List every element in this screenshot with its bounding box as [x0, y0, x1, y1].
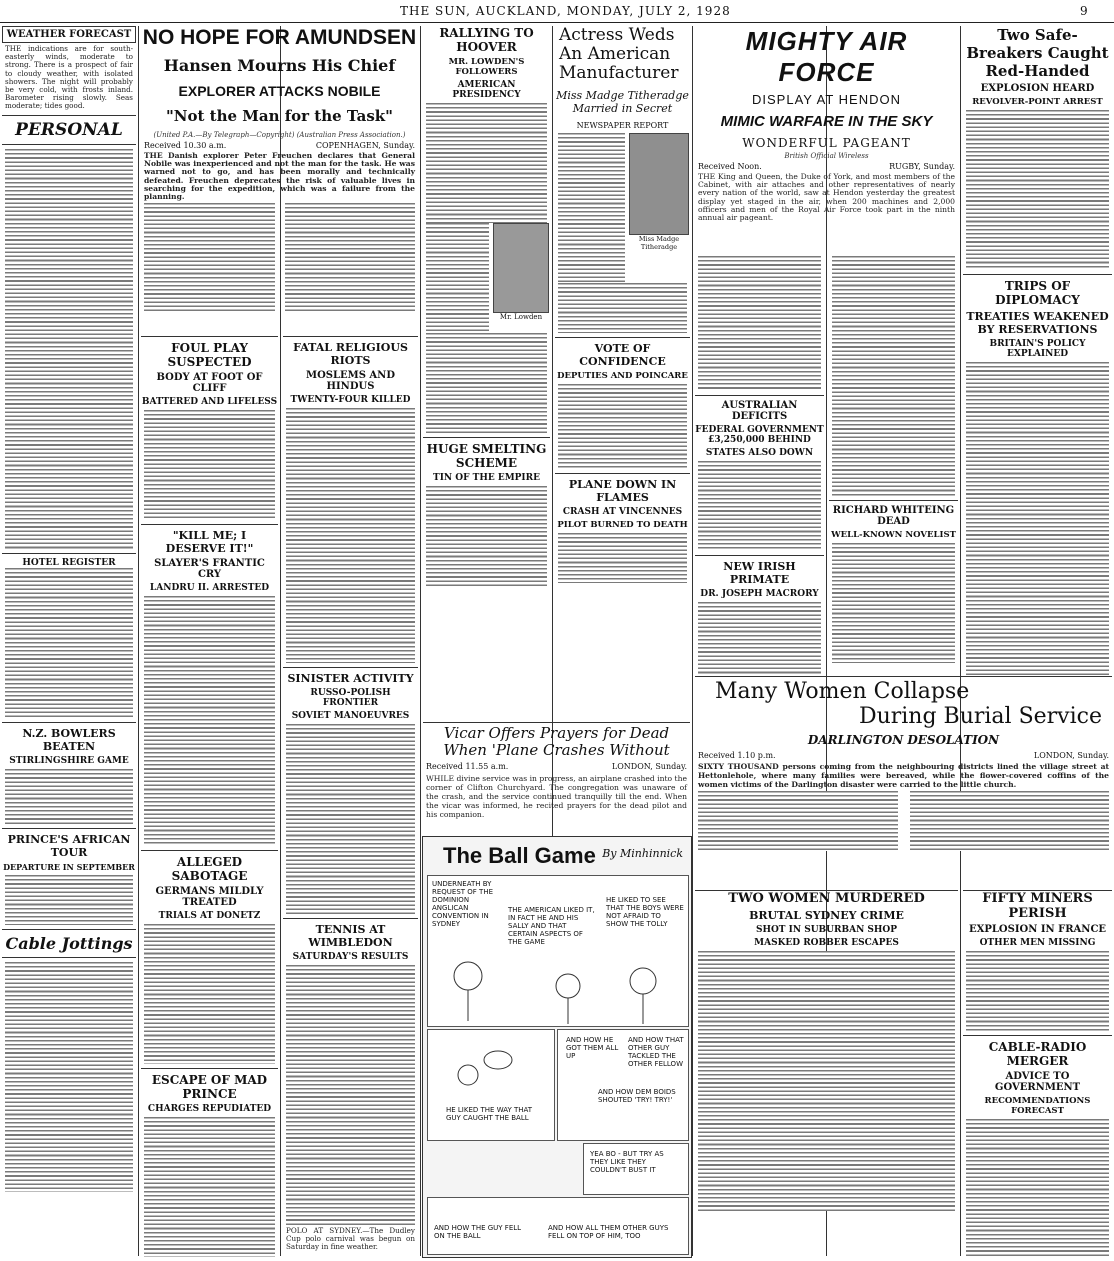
amundsen-article: [141, 26, 418, 326]
actress-sub1: Miss Madge Titheradge Married in Secret: [556, 89, 689, 115]
sinister-title: SINISTER ACTIVITY: [287, 672, 414, 685]
collapse-received: Received 1.10 p.m.: [698, 751, 776, 760]
column-1: [2, 26, 136, 1258]
air-force-dateline: RUGBY, Sunday.: [889, 162, 955, 171]
hoover-sub2: AMERICAN PRESIDENCY: [452, 80, 521, 100]
vicar-article: [423, 722, 690, 833]
collapse-lead: SIXTY THOUSAND persons coming from the neighbouring districts lined the village street at Hettonlehole, where many families were bereaved, while the flower-covered coffins of the women victims of the Darlington disaster were carried to the little church.: [698, 762, 1109, 789]
diplomacy-sub2: BRITAIN'S POLICY EXPLAINED: [989, 339, 1086, 359]
vicar-title: Vicar Offers Prayers for Dead When 'Plane Crashes Without: [443, 724, 670, 759]
sabotage-sub1: GERMANS MILDLY TREATED: [155, 886, 264, 908]
cartoon-bubble-9: AND HOW THE GUY FELL ON THE BALL: [434, 1224, 522, 1240]
column-rule: [960, 26, 961, 1256]
murdered-sub2: SHOT IN SUBURBAN SHOP: [755, 925, 898, 935]
amundsen-sub3: "Not the Man for the Task": [165, 107, 393, 125]
vicar-dateline: LONDON, Sunday.: [611, 762, 687, 771]
page-number: 9: [1080, 4, 1088, 18]
collapse-sub1: DARLINGTON DESOLATION: [807, 733, 1000, 747]
air-force-sub1: DISPLAY AT HENDON: [752, 92, 901, 107]
lowden-photo: [493, 223, 549, 313]
cable-radio-sub2: RECOMMENDATIONS FORECAST: [984, 1096, 1091, 1116]
cartoon-panel-mid-left: [427, 1029, 555, 1141]
column-rule: [138, 26, 139, 1256]
column-rule: [692, 26, 693, 1256]
cartoon-bubble-8: YEA BO - BUT TRY AS THEY LIKE THEY COULDN'T BUST IT: [590, 1150, 664, 1174]
diplomacy-sub1: TREATIES WEAKENED BY RESERVATIONS: [966, 310, 1109, 336]
kill-me-title: "KILL ME; I DESERVE IT!": [165, 529, 254, 555]
cartoon-title: The Ball Game: [443, 843, 596, 868]
sinister-sub2: SOVIET MANOEUVRES: [291, 711, 410, 721]
collapse-article: [695, 676, 1112, 889]
weather-title: WEATHER FORECAST: [2, 26, 136, 43]
sinister-sub1: RUSSO-POLISH FRONTIER: [310, 688, 391, 708]
amundsen-dateline: COPENHAGEN, Sunday.: [315, 141, 415, 150]
amundsen-credit: (United P.A.—By Telegraph—Copyright) (Australian Press Association.): [153, 131, 406, 139]
miners-article: [963, 890, 1112, 1257]
prince-sub: DEPARTURE IN SEPTEMBER: [3, 861, 135, 872]
safe-breakers-sub2: REVOLVER-POINT ARREST: [972, 97, 1103, 107]
cartoon-bubble-2: THE AMERICAN LIKED IT, IN FACT HE AND HIS SALLY AND THAT CERTAIN ASPECTS OF THE GAME: [508, 906, 595, 946]
plane-sub2: PILOT BURNED TO DEATH: [557, 520, 688, 530]
amundsen-sub1: Hansen Mourns His Chief: [163, 56, 396, 75]
bowlers-title: N.Z. BOWLERS BEATEN: [22, 726, 116, 753]
cartoon: [422, 836, 692, 1258]
air-force-received: Received Noon.: [698, 162, 762, 171]
cartoon-bubble-1: UNDERNEATH BY REQUEST OF THE DOMINION ANGLICAN CONVENTION IN SYDNEY: [432, 880, 494, 928]
air-force-sub2: MIMIC WARFARE IN THE SKY: [720, 113, 933, 130]
miners-title: FIFTY MINERS PERISH: [982, 891, 1093, 921]
amundsen-title: NO HOPE FOR AMUNDSEN: [142, 26, 417, 49]
column-3-lower: [283, 332, 418, 1257]
miners-sub2: OTHER MEN MISSING: [979, 938, 1096, 948]
titheradge-caption: Miss Madge Titheradge: [638, 235, 680, 251]
whiteing-sub1: WELL-KNOWN NOVELIST: [831, 530, 956, 540]
confidence-title: VOTE OF CONFIDENCE: [579, 342, 666, 368]
whiteing-title: RICHARD WHITEING DEAD: [832, 505, 955, 527]
lowden-caption: Mr. Lowden: [499, 313, 543, 321]
air-force-lead: THE King and Queen, the Duke of York, and most members of the Cabinet, with air attaches and other representatives of nearly every nation of the world, saw at Hendon yesterday the greatest display yet staged in the air, when 200 machines and 2,000 officers and men of the Royal Air Force took part in the ninth annual air pageant.: [698, 172, 955, 223]
escape-title: ESCAPE OF MAD PRINCE: [151, 1073, 268, 1101]
deficits-sub2: STATES ALSO DOWN: [705, 448, 814, 458]
amundsen-lead: THE Danish explorer Peter Freuchen declares that General Nobile was inexperienced and not the man for the task. He was warned not to go, and has been morally and technically defeated. Freuchen deprecates the risk of valuable lives in searching for the expedition, which was a failure from the planning.: [144, 151, 415, 202]
riots-sub2: TWENTY-FOUR KILLED: [290, 395, 411, 405]
foul-play-sub1: BODY AT FOOT OF CLIFF: [156, 372, 263, 394]
amundsen-sub2: EXPLORER ATTACKS NOBILE: [178, 83, 381, 99]
sabotage-title: ALLEGED SABOTAGE: [171, 855, 248, 883]
cartoon-bubble-5: AND HOW HE GOT THEM ALL UP: [566, 1036, 619, 1060]
column-5: [555, 26, 690, 586]
cartoon-panel-bottom: [427, 1197, 689, 1255]
cartoon-byline: By Minhinnick: [602, 847, 683, 860]
kill-me-sub1: SLAYER'S FRANTIC CRY: [154, 558, 265, 580]
miners-sub1: EXPLOSION IN FRANCE: [968, 924, 1107, 935]
collapse-title1: Many Women Collapse: [715, 679, 970, 704]
cartoon-figure-catch: [428, 1030, 554, 1100]
cartoon-bubble-3: HE LIKED TO SEE THAT THE BOYS WERE NOT AFRAID TO SHOW THE TOLLY: [606, 896, 684, 928]
riots-title: FATAL RELIGIOUS RIOTS: [293, 341, 408, 367]
collapse-dateline: LONDON, Sunday.: [1033, 751, 1109, 760]
primate-title: NEW IRISH PRIMATE: [723, 560, 796, 586]
diplomacy-title: TRIPS OF DIPLOMACY: [995, 279, 1080, 307]
cartoon-panel-bust: [583, 1143, 689, 1195]
murdered-title: TWO WOMEN MURDERED: [728, 891, 925, 906]
murdered-sub1: BRUTAL SYDNEY CRIME: [749, 909, 904, 922]
confidence-sub1: DEPUTIES AND POINCARE: [557, 371, 688, 381]
cartoon-bubble-10: AND HOW ALL THEM OTHER GUYS FELL ON TOP OF HIM, TOO: [548, 1224, 669, 1240]
murdered-sub3: MASKED ROBBER ESCAPES: [754, 938, 899, 948]
safe-breakers-title: Two Safe-Breakers Caught Red-Handed: [966, 26, 1109, 80]
cable-radio-title: CABLE-RADIO MERGER: [988, 1040, 1087, 1068]
riots-sub1: MOSLEMS AND HINDUS: [306, 370, 395, 392]
cable-radio-sub1: ADVICE TO GOVERNMENT: [994, 1071, 1081, 1093]
tennis-title: TENNIS AT WIMBLEDON: [308, 923, 393, 949]
tennis-sub1: SATURDAY'S RESULTS: [292, 952, 409, 962]
masthead: [0, 0, 1114, 23]
primate-sub1: DR. JOSEPH MACRORY: [700, 589, 819, 599]
foul-play-title: FOUL PLAY SUSPECTED: [167, 341, 252, 369]
cartoon-figures-top: [428, 876, 688, 1026]
hotel-title: HOTEL REGISTER: [22, 557, 116, 568]
column-6-lower: [695, 256, 824, 676]
actress-sub2: NEWSPAPER REPORT: [576, 121, 669, 130]
plane-sub1: CRASH AT VINCENNES: [562, 507, 683, 517]
air-force-sub3: WONDERFUL PAGEANT: [742, 136, 911, 150]
escape-sub1: CHARGES REPUDIATED: [147, 1104, 272, 1114]
air-force-article: [695, 26, 958, 256]
cable-jottings-title: Cable Jottings: [5, 933, 133, 953]
plane-title: PLANE DOWN IN FLAMES: [568, 478, 677, 504]
cable-jottings-body: [5, 962, 133, 1192]
column-8: [963, 26, 1112, 676]
personal-title: PERSONAL: [15, 119, 123, 140]
smelting-sub1: TIN OF THE EMPIRE: [433, 473, 540, 483]
column-4: [423, 26, 550, 586]
actress-title: Actress Weds An American Manufacturer: [559, 26, 679, 83]
masthead-title: THE SUN, AUCKLAND, MONDAY, JULY 2, 1928: [400, 4, 731, 18]
cartoon-bubble-7: AND HOW DEM BOIDS SHOUTED 'TRY! TRY!': [598, 1088, 676, 1104]
cartoon-panel-top: [427, 875, 689, 1027]
amundsen-received: Received 10.30 a.m.: [144, 141, 227, 150]
bowlers-sub: STIRLINGSHIRE GAME: [9, 755, 129, 766]
column-rule: [420, 26, 421, 1256]
vicar-received: Received 11.55 a.m.: [426, 762, 509, 771]
cartoon-bubble-4: HE LIKED THE WAY THAT GUY CAUGHT THE BALL: [446, 1106, 533, 1122]
hoover-title: RALLYING TO HOOVER: [439, 26, 534, 54]
smelting-title: HUGE SMELTING SCHEME: [426, 442, 547, 470]
tennis-polo: POLO AT SYDNEY.—The Dudley Cup polo carnival was begun on Saturday in fine weather.: [286, 1226, 415, 1252]
collapse-title2: During Burial Service: [858, 704, 1102, 729]
prince-title: PRINCE'S AFRICAN TOUR: [7, 832, 131, 859]
column-7-lower: [829, 256, 958, 676]
deficits-title: AUSTRALIAN DEFICITS: [721, 400, 798, 422]
air-force-credit: British Official Wireless: [784, 152, 869, 160]
sabotage-sub2: TRIALS AT DONETZ: [158, 911, 261, 921]
hotel-body: [5, 568, 133, 718]
cartoon-bubble-6: AND HOW THAT OTHER GUY TACKLED THE OTHER FELLOW: [628, 1036, 684, 1068]
bowlers-body: [5, 769, 133, 824]
safe-breakers-sub1: EXPLOSION HEARD: [980, 83, 1095, 94]
personal-body: [5, 149, 133, 549]
cartoon-panel-mid-right: [557, 1029, 689, 1141]
vicar-lead: WHILE divine service was in progress, an airplane crashed into the corner of Clifton Churchyard. The congregation was unaware of the crash, and the service continued tranquilly till the end. When the vicar was informed, he recited prayers for the dead pilot and his companion.: [426, 774, 687, 819]
kill-me-sub2: LANDRU II. ARRESTED: [149, 583, 270, 593]
hoover-sub1: MR. LOWDEN'S FOLLOWERS: [448, 57, 525, 77]
deficits-sub1: FEDERAL GOVERNMENT £3,250,000 BEHIND: [695, 425, 824, 445]
column-2-lower: [141, 332, 278, 1257]
murdered-article: [695, 890, 958, 1257]
weather-text: THE indications are for south-easterly winds, moderate to strong. There is a prospect of fair to cloudy weather, with isolated showers. The night will probably be very cold, with frosts inland. Barometer rising slowly. Seas moderate; tides good.: [5, 44, 133, 111]
foul-play-sub2: BATTERED AND LIFELESS: [141, 397, 278, 407]
titheradge-photo: [629, 133, 689, 235]
prince-body: [5, 875, 133, 925]
air-force-title: MIGHTY AIR FORCE: [745, 26, 908, 87]
